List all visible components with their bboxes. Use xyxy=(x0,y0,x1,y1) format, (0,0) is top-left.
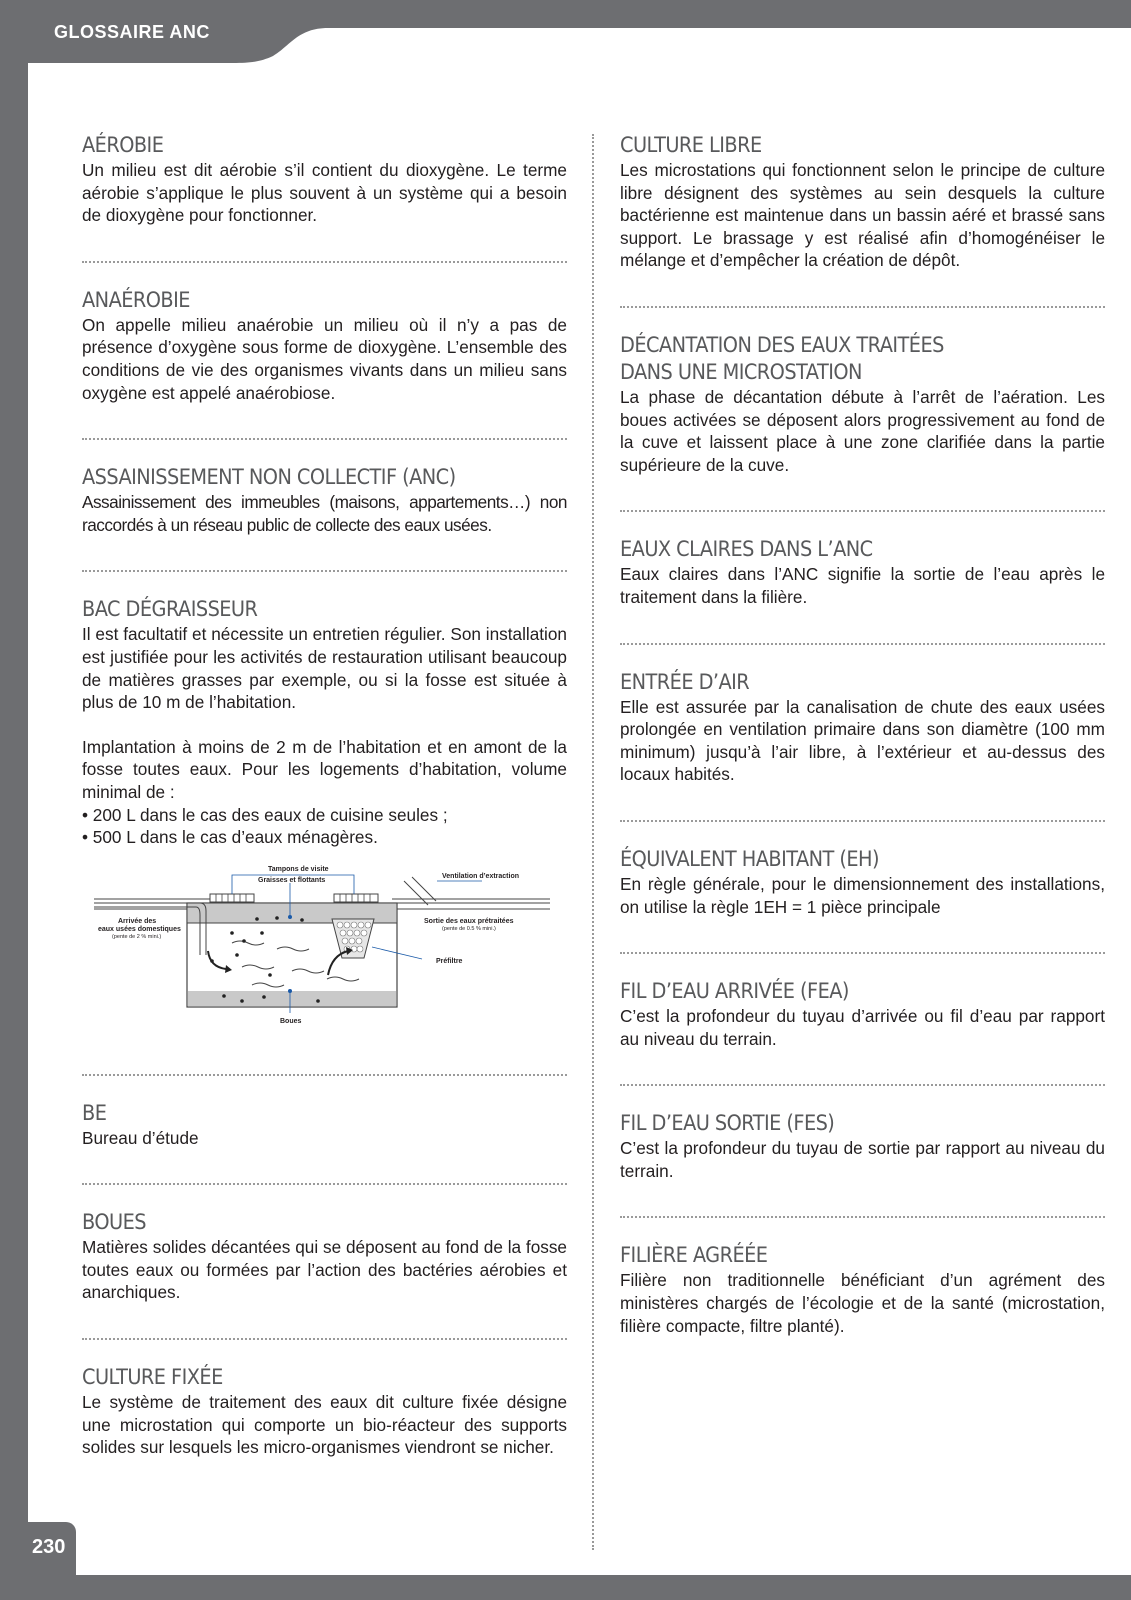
entry-anaerobie xyxy=(82,287,567,404)
term-title: ENTRÉE D’AIR xyxy=(620,669,750,694)
term-title: FIL D’EAU ARRIVÉE (FEA) xyxy=(620,979,849,1004)
definition: La phase de décantation débute à l’arrêt de l’aération. Les boues activées se déposent alors progressivement au fond de la cuve et laissent place à une zone clarifiée dans la partie supérieure de la cuve. xyxy=(620,386,1105,475)
term-title: CULTURE LIBRE xyxy=(620,133,762,157)
entry-separator xyxy=(620,1084,1105,1086)
term-title: BAC DÉGRAISSEUR xyxy=(82,597,258,622)
term-title: ÉQUIVALENT HABITANT (EH) xyxy=(620,846,879,871)
entry-culture-libre xyxy=(620,132,1105,272)
entry-separator xyxy=(620,510,1105,512)
definition: Filière non traditionnelle bénéficiant d’un agrément des ministères chargés de l’écologie et de la santé (microstation, filière compacte, filtre planté). xyxy=(620,1270,1105,1336)
definition: Les microstations qui fonctionnent selon le principe de culture libre désignent des systèmes au sein desquels la culture bactérienne est maintenue dans un bassin aéré et brassé sans support. Le brassage y est réalisé afin d’homogénéiser le mélange et d’empêcher la création de dépôt. xyxy=(620,160,1105,271)
label-prefiltre: Préfiltre xyxy=(436,957,463,965)
definition: Implantation à moins de 2 m de l’habitation et en amont de la fosse toutes eaux. Pour les logements d’habitation, volume minimal de : xyxy=(82,736,567,802)
label-sortie-2: (pente de 0.5 % mini.) xyxy=(442,925,496,932)
term-title: BOUES xyxy=(82,1210,146,1235)
term-title: ANAÉROBIE xyxy=(82,287,190,312)
page xyxy=(28,28,1131,1575)
term-title: BE xyxy=(82,1100,107,1125)
label-arrivee: Arrivée des xyxy=(118,917,157,925)
entry-aerobie xyxy=(82,132,567,227)
entry-filiere-agreee xyxy=(620,1242,1105,1337)
term-title-line-2: DANS UNE MICROSTATION xyxy=(620,359,862,384)
term-title: DÉCANTATION DES EAUX TRAITÉES xyxy=(620,332,944,357)
section-title: GLOSSAIRE ANC xyxy=(54,22,210,42)
term-title: FIL D’EAU SORTIE (FES) xyxy=(620,1111,835,1136)
entry-anc xyxy=(82,464,567,536)
definition: C’est la profondeur du tuyau d’arrivée ou fil d’eau par rapport au niveau du terrain. xyxy=(620,1006,1105,1049)
definition: En règle générale, pour le dimensionnement des installations, on utilise la règle 1EH = 1 pièce principale xyxy=(620,873,1105,917)
page-number: 230 xyxy=(32,1536,66,1558)
left-column xyxy=(82,132,567,1459)
entry-separator xyxy=(82,438,567,440)
column-divider xyxy=(592,134,594,1550)
entry-fil-eau-sortie xyxy=(620,1110,1105,1182)
entry-separator xyxy=(82,570,567,572)
definition: Elle est assurée par la canalisation de chute des eaux usées prolongée en ventilation primaire dans son diamètre (100 mm minimum) jusqu’à l’air libre, à l’extérieur et au-dessus des locaux habités. xyxy=(620,696,1105,785)
label-ventilation: Ventilation d’extraction xyxy=(442,872,520,880)
label-tampons: Tampons de visite xyxy=(268,865,329,873)
entry-fil-eau-arrivee xyxy=(620,978,1105,1050)
entry-decantation xyxy=(620,332,1105,476)
term-title: FILIÈRE AGRÉÉE xyxy=(620,1243,768,1268)
definition: Un milieu est dit aérobie s’il contient du dioxygène. Le terme aérobie s’applique le plus souvent à un système qui a besoin de dioxygène pour fonctionner. xyxy=(82,160,567,226)
entry-separator xyxy=(82,1338,567,1340)
entry-separator xyxy=(620,306,1105,308)
right-column xyxy=(620,132,1105,1337)
entry-culture-fixee xyxy=(82,1364,567,1459)
grease-trap-diagram xyxy=(92,863,567,1038)
definition: Matières solides décantées qui se déposent au fond de la fosse toutes eaux ou formées par l’action des bactéries aérobies et anarchiques. xyxy=(82,1237,567,1303)
definition: C’est la profondeur du tuyau de sortie par rapport au niveau du terrain. xyxy=(620,1138,1105,1181)
definition: Eaux claires dans l’ANC signifie la sortie de l’eau après le traitement dans la filière. xyxy=(620,564,1105,607)
term-title: ASSAINISSEMENT NON COLLECTIF (ANC) xyxy=(82,465,456,490)
entry-entree-air xyxy=(620,669,1105,786)
term-title: AÉROBIE xyxy=(82,133,164,157)
entry-eaux-claires xyxy=(620,536,1105,608)
definition: Bureau d’étude xyxy=(82,1127,199,1148)
term-title: EAUX CLAIRES DANS L’ANC xyxy=(620,537,873,562)
bullet-item: • 500 L dans le cas d’eaux ménagères. xyxy=(82,827,378,848)
entry-separator xyxy=(620,1216,1105,1218)
label-boues: Boues xyxy=(280,1017,302,1025)
entry-separator xyxy=(82,261,567,263)
definition: Assainissement des immeubles (maisons, appartements…) non raccordés à un réseau public de collecte des eaux usées. xyxy=(82,492,567,535)
entry-bac-degraisseur xyxy=(82,596,567,1037)
entry-separator xyxy=(620,952,1105,954)
label-graisses: Graisses et flottants xyxy=(258,876,326,884)
entry-separator xyxy=(620,820,1105,822)
page-number-tab xyxy=(28,1522,76,1575)
entry-separator xyxy=(82,1074,567,1076)
entry-separator xyxy=(620,643,1105,645)
entry-separator xyxy=(82,1183,567,1185)
bullet-item: • 200 L dans le cas des eaux de cuisine seules ; xyxy=(82,804,448,825)
label-sortie: Sortie des eaux prétraitées xyxy=(424,917,514,925)
entry-be xyxy=(82,1100,567,1150)
term-title: CULTURE FIXÉE xyxy=(82,1365,223,1390)
definition: On appelle milieu anaérobie un milieu où il n’y a pas de présence d’oxygène sous forme de dioxygène. L’ensemble des conditions de vie des organismes vivants dans un milieu sans oxygène est appelé anaérobiose. xyxy=(82,314,567,403)
label-arrivee-3: (pente de 2 % mini.) xyxy=(112,933,162,940)
grease-trap-svg xyxy=(92,863,562,1033)
entry-boues xyxy=(82,1209,567,1304)
label-arrivee-2: eaux usées domestiques xyxy=(98,925,181,933)
definition: Il est facultatif et nécessite un entretien régulier. Son installation est justifiée pour les activités de restauration utilisant beaucoup de matières grasses par exemple, ou si la fosse est située à plus de 10 m de l’habitation. xyxy=(82,624,567,713)
definition: Le système de traitement des eaux dit culture fixée désigne une microstation qui comporte un bio-réacteur des supports solides sur lesquels les micro-organismes viendront se nicher. xyxy=(82,1392,567,1458)
entry-equivalent-habitant xyxy=(620,846,1105,918)
